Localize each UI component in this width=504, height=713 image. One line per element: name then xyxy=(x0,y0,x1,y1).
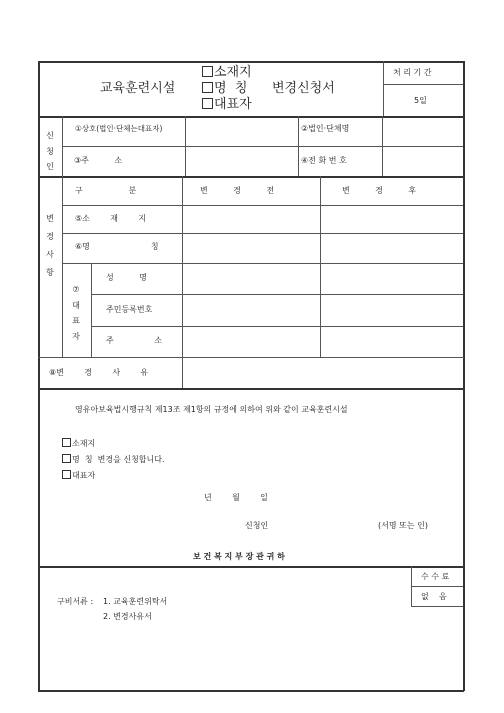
rep-addr-label: 주 소 xyxy=(106,336,163,345)
statement-text: 영유아보육법시행규칙 제13조 제1항의 규정에 의하여 위와 같이 교육훈련시설 xyxy=(75,405,348,414)
change-row-line-2 xyxy=(62,233,463,234)
title-option-name: 명 칭 xyxy=(202,82,247,95)
applicant-field1-value[interactable] xyxy=(186,118,296,144)
fee-bottom-line xyxy=(411,606,463,607)
addressee: 보 건 복 지 부 장 관 귀 하 xyxy=(193,552,285,561)
applicant-field2-label: ②법인·단체명 xyxy=(301,124,350,133)
applicant-section-label: 신청인 xyxy=(46,131,54,172)
checkbox-icon xyxy=(62,470,71,479)
rep-col-line xyxy=(91,263,92,357)
change-after-line xyxy=(320,176,321,357)
change-before-line xyxy=(182,176,183,357)
processing-value: 5일 xyxy=(414,96,427,105)
body-option-name: 명 칭 변경을 신청합니다. xyxy=(62,454,165,464)
fee-value: 없 음 xyxy=(421,592,447,601)
processing-label: 처 리 기 간 xyxy=(393,68,432,77)
date-line: 년 월 일 xyxy=(204,493,268,502)
doc-item-1: 1. 교육훈련위탁서 xyxy=(103,597,168,606)
title-option-rep: 대표자 xyxy=(202,98,252,111)
applicant-field3-value[interactable] xyxy=(186,148,296,174)
reason-bottom-line xyxy=(38,388,464,390)
applicant-field4-label: ④전 화 번 호 xyxy=(301,156,347,165)
checkbox-icon xyxy=(62,454,71,463)
reason-value[interactable] xyxy=(184,359,461,386)
rep-row-line-1 xyxy=(91,294,463,295)
change-section-label: 변경사항 xyxy=(46,214,54,277)
change-col-before: 변 경 전 xyxy=(200,186,275,195)
rep-row-line-2 xyxy=(91,326,463,327)
applicant-field2-value[interactable] xyxy=(384,118,461,144)
signature-label: (서명 또는 인) xyxy=(378,521,428,530)
applicant-mid-line xyxy=(62,146,463,147)
footer-top-line xyxy=(38,566,464,568)
body-option-location: 소재지 xyxy=(62,438,95,448)
reason-col-line xyxy=(182,357,183,388)
rep-label: ⑦대표자 xyxy=(72,285,80,341)
change-row-line-3 xyxy=(62,263,463,264)
applicant-value2-line xyxy=(382,116,383,176)
processing-divider xyxy=(383,84,463,85)
rep-name-label: 성 명 xyxy=(106,273,147,282)
change-row-name: ⑥명 칭 xyxy=(75,242,159,251)
change-row-line-1 xyxy=(62,205,463,206)
checkbox-icon xyxy=(202,98,213,109)
header-divider xyxy=(383,61,384,116)
title-suffix: 변경신청서 xyxy=(272,81,335,96)
change-row-location: ⑤소 재 지 xyxy=(75,214,147,223)
applicant-field1-label: ①상호(법인·단체는대표자) xyxy=(75,124,163,133)
fee-row-line xyxy=(411,586,463,587)
signer-label: 신청인 xyxy=(245,521,269,530)
form-border-top xyxy=(38,61,464,63)
docs-label: 구비서류 : xyxy=(57,597,94,606)
checkbox-icon xyxy=(62,438,71,447)
change-col-line xyxy=(62,176,63,357)
applicant-field4-value[interactable] xyxy=(384,148,461,174)
rep-id-label: 주민등록번호 xyxy=(106,305,153,314)
reason-label: ⑧변 경 사 유 xyxy=(49,368,149,377)
checkbox-icon xyxy=(202,66,213,77)
change-bottom-line xyxy=(38,357,464,358)
change-col-item: 구 분 xyxy=(75,186,137,195)
title-option-location: 소재지 xyxy=(202,66,252,79)
applicant-label2-line xyxy=(298,116,299,176)
form-border-bottom xyxy=(38,690,464,692)
form-border-left xyxy=(38,61,40,691)
fee-label: 수 수 료 xyxy=(421,572,450,581)
applicant-field3-label: ③주 소 xyxy=(74,156,123,165)
title-prefix: 교육훈련시설 xyxy=(100,81,176,96)
form-border-right xyxy=(463,61,465,691)
body-option-rep: 대표자 xyxy=(62,470,95,480)
doc-item-2: 2. 변경사유서 xyxy=(103,612,152,621)
change-col-after: 변 경 후 xyxy=(342,186,417,195)
applicant-bottom-line xyxy=(38,176,464,178)
checkbox-icon xyxy=(202,82,213,93)
